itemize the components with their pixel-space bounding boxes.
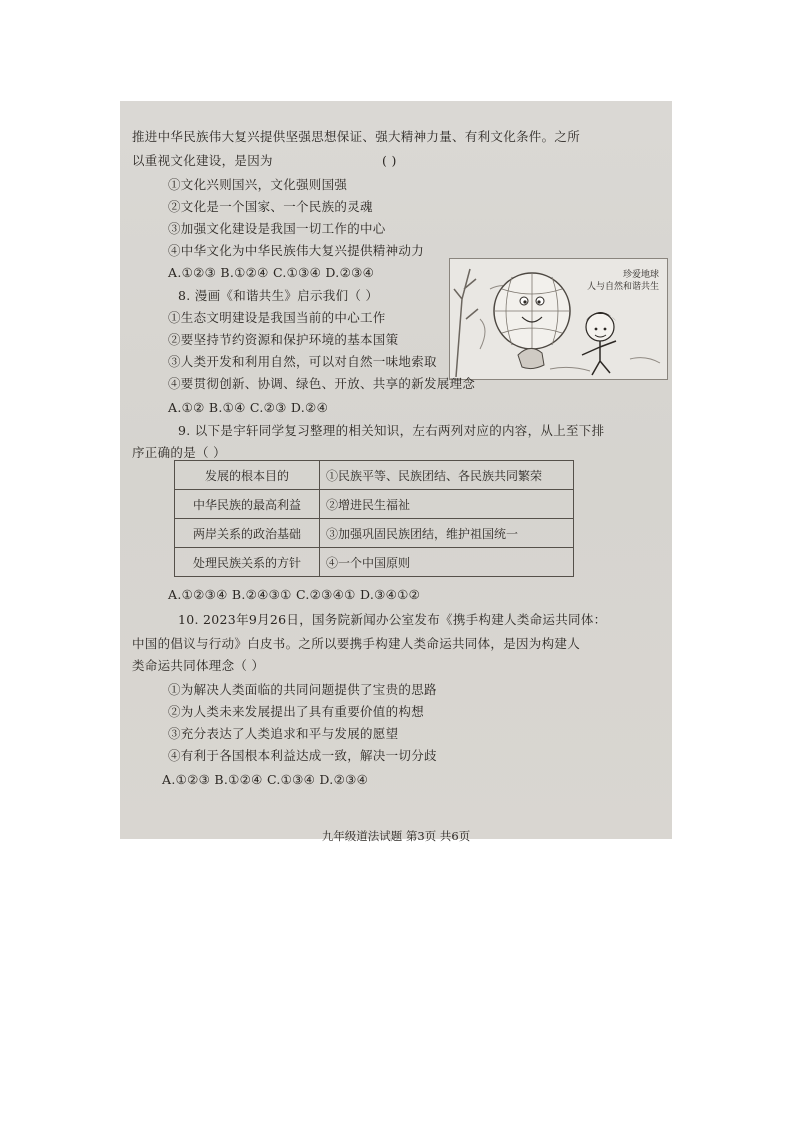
- table-cell-left: 两岸关系的政治基础: [175, 519, 320, 548]
- q9-choices: A.①②③④ B.②④③① C.②③④① D.③④①②: [168, 587, 421, 602]
- q7-line2: 以重视文化建设，是因为: [132, 153, 273, 168]
- cartoon-caption-line1: 珍爱地球: [622, 270, 659, 280]
- table-cell-left: 中华民族的最高利益: [175, 490, 320, 519]
- q7-choices: A.①②③ B.①②④ C.①③④ D.②③④: [168, 265, 375, 280]
- q9-matching-table: [174, 460, 574, 577]
- q8-stem: 8. 漫画《和谐共生》启示我们（ ）: [178, 288, 379, 303]
- cartoon-harmonious-coexistence: [449, 258, 668, 380]
- q7-option-4: ④中华文化为中华民族伟大复兴提供精神动力: [168, 243, 425, 258]
- q9-stem-line2: 序正确的是（ ）: [132, 445, 226, 460]
- q8-option-3: ③人类开发和利用自然，可以对自然一味地索取: [168, 354, 437, 369]
- page-footer: 九年级道法试题 第3页 共6页: [321, 829, 471, 843]
- q8-option-2: ②要坚持节约资源和保护环境的基本国策: [168, 332, 399, 347]
- q10-choices: A.①②③ B.①②④ C.①③④ D.②③④: [162, 772, 369, 787]
- table-cell-right: ②增进民生福祉: [320, 490, 574, 519]
- q10-option-3: ③充分表达了人类追求和平与发展的愿望: [168, 726, 399, 741]
- q10-option-1: ①为解决人类面临的共同问题提供了宝贵的思路: [168, 682, 437, 697]
- q10-stem-line3: 类命运共同体理念（ ）: [132, 658, 265, 673]
- q10-option-4: ④有利于各国根本利益达成一致，解决一切分歧: [168, 748, 437, 763]
- q10-option-2: ②为人类未来发展提出了具有重要价值的构想: [168, 704, 425, 719]
- cartoon-caption-line2: 人与自然和谐共生: [586, 282, 659, 292]
- q8-option-4: ④要贯彻创新、协调、绿色、开放、共享的新发展理念: [168, 376, 476, 391]
- table-cell-right: ④一个中国原则: [320, 548, 574, 577]
- q7-option-3: ③加强文化建设是我国一切工作的中心: [168, 221, 386, 236]
- table-row: [175, 490, 574, 519]
- q8-option-1: ①生态文明建设是我国当前的中心工作: [168, 310, 386, 325]
- table-cell-left: 发展的根本目的: [175, 461, 320, 490]
- exam-page-photo: [120, 101, 672, 843]
- table-cell-left: 处理民族关系的方针: [175, 548, 320, 577]
- q10-stem-line2: 中国的倡议与行动》白皮书。之所以要携手构建人类命运共同体，是因为构建人: [132, 636, 581, 651]
- q7-option-2: ②文化是一个国家、一个民族的灵魂: [168, 199, 373, 214]
- q7-answer-paren: ( ): [382, 153, 397, 168]
- table-cell-right: ③加强巩固民族团结，维护祖国统一: [320, 519, 574, 548]
- q7-option-1: ①文化兴则国兴，文化强则国强: [168, 177, 348, 192]
- q7-line1: 推进中华民族伟大复兴提供坚强思想保证、强大精神力量、有利文化条件。之所: [132, 129, 581, 144]
- q10-stem-line1: 10. 2023年9月26日，国务院新闻办公室发布《携手构建人类命运共同体：: [178, 612, 607, 627]
- table-row: [175, 548, 574, 577]
- table-row: [175, 519, 574, 548]
- q8-choices: A.①② B.①④ C.②③ D.②④: [168, 400, 329, 415]
- q9-stem-line1: 9. 以下是宇轩同学复习整理的相关知识，左右两列对应的内容，从上至下排: [178, 423, 605, 438]
- table-cell-right: ①民族平等、民族团结、各民族共同繁荣: [320, 461, 574, 490]
- table-row: [175, 461, 574, 490]
